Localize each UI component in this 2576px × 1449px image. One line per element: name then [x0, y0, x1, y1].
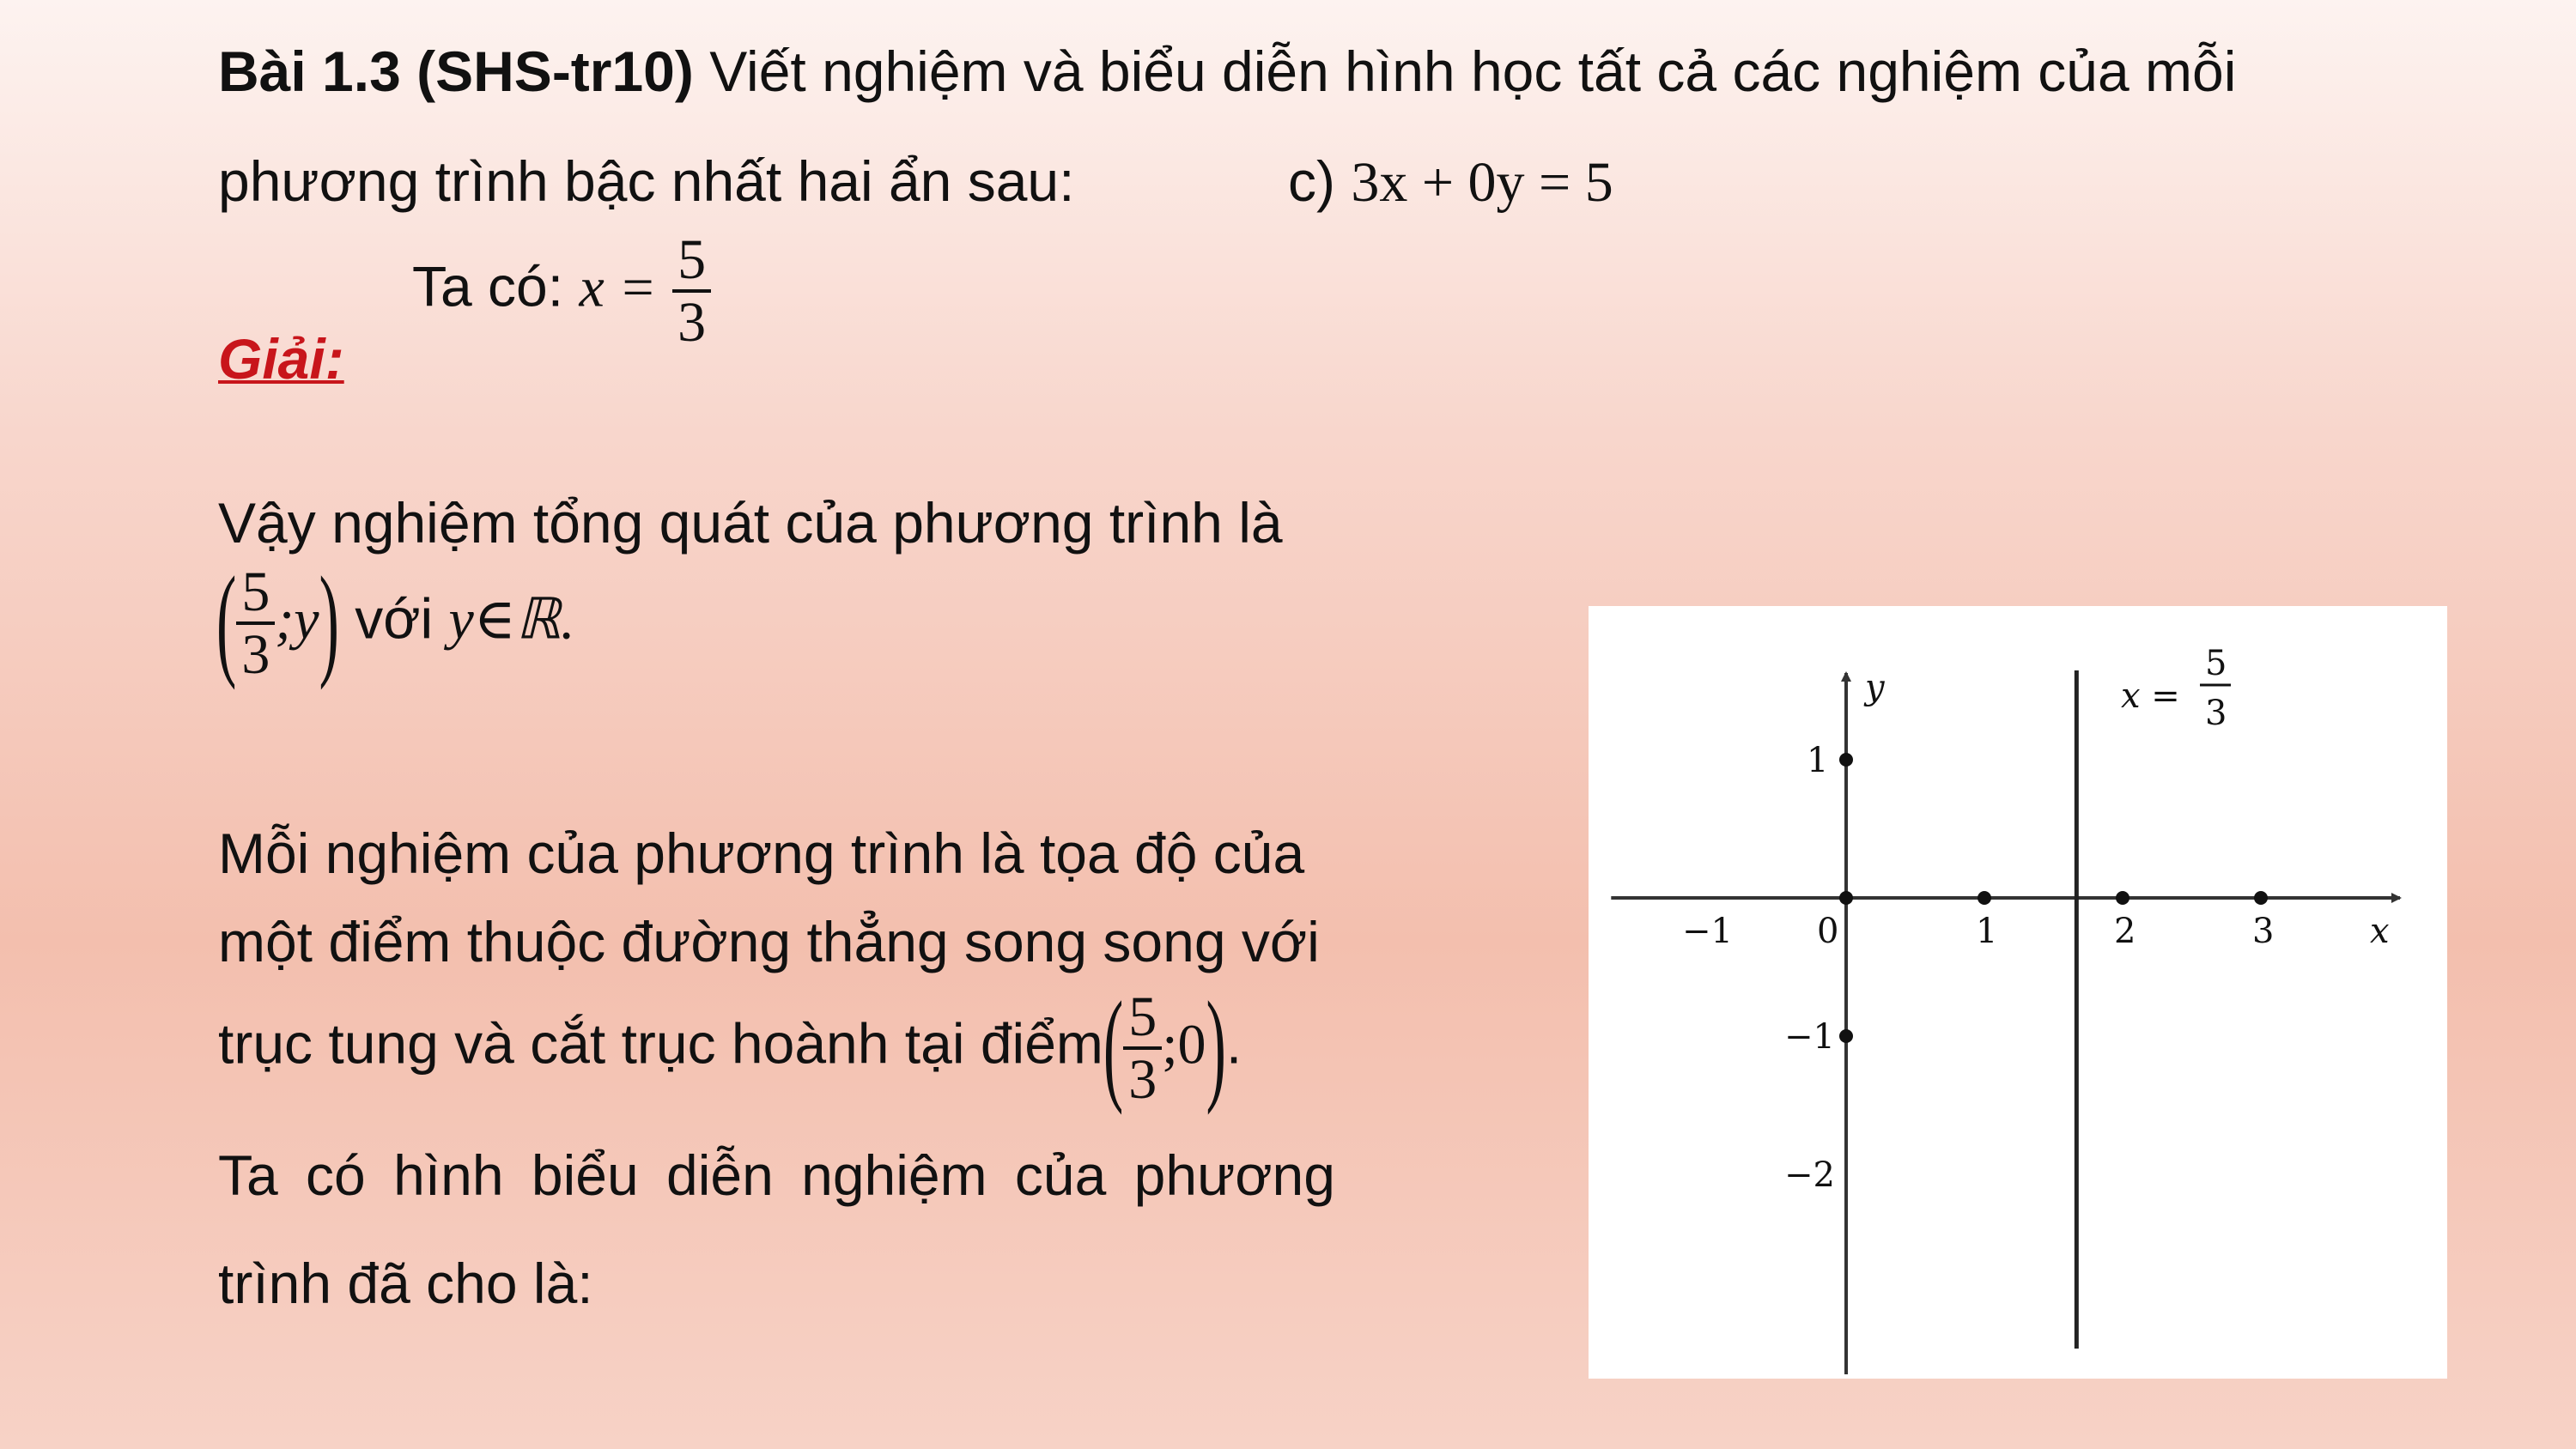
- line-label-den: 3: [2205, 694, 2227, 733]
- point-left-paren: (: [1103, 978, 1124, 1118]
- figure-intro-2: trình đã cho là:: [218, 1252, 593, 1315]
- general-denominator: 3: [241, 623, 270, 687]
- right-paren: ): [319, 553, 339, 693]
- y-axis-label: y: [1865, 668, 1885, 707]
- x-tick-label: 3: [2252, 912, 2275, 951]
- problem-line-2: [218, 148, 1074, 215]
- point-denominator: 3: [1128, 1048, 1157, 1112]
- general-domain: y∈ℝ.: [448, 588, 575, 652]
- point-marker: [1978, 891, 1991, 905]
- step1: [412, 230, 711, 353]
- general-solution: [216, 553, 575, 693]
- y-tick-label: −2: [1784, 1155, 1835, 1195]
- solution-label: Giải:: [218, 327, 344, 391]
- step1-lhs: x =: [579, 256, 657, 319]
- line-label-lhs: x =: [2121, 676, 2180, 716]
- point-rest: ;0: [1162, 1013, 1206, 1076]
- para-line-3: [218, 978, 1242, 1118]
- step1-numerator: 5: [672, 230, 711, 293]
- problem-line-1: [218, 38, 2236, 106]
- para-line-1: Mỗi nghiệm của phương trình là tọa độ của: [218, 822, 1305, 885]
- point-marker: [1839, 753, 1853, 767]
- problem-part: [1288, 148, 1613, 216]
- general-numerator: 5: [236, 562, 275, 625]
- step1-prefix: Ta có:: [412, 254, 580, 318]
- problem-heading: Bài 1.3 (SHS-tr10): [218, 39, 694, 103]
- problem-equation: 3x + 0y = 5: [1351, 151, 1613, 214]
- figure-intro-1: Ta có hình biểu diễn nghiệm của phương: [218, 1143, 1335, 1207]
- point-fraction: [1123, 987, 1162, 1110]
- step1-denominator: 3: [677, 291, 707, 355]
- point-marker: [2116, 891, 2129, 905]
- general-fraction: [236, 562, 275, 685]
- problem-statement-1: Viết nghiệm và biểu diễn hình học tất cả các nghiệm của mỗi: [693, 39, 2237, 103]
- x-tick-label: 1: [1976, 912, 1998, 951]
- x-tick-label: 2: [2114, 912, 2136, 951]
- point-numerator: 5: [1123, 987, 1162, 1050]
- general-text: Vậy nghiệm tổng quát của phương trình là: [218, 491, 1283, 555]
- origin-label: 0: [1817, 912, 1839, 951]
- point-marker: [1839, 891, 1853, 905]
- graph-panel: [1589, 606, 2447, 1379]
- para-line-3-text: trục tung và cắt trục hoành tại điểm: [218, 1011, 1103, 1076]
- y-tick-label: 1: [1807, 741, 1829, 780]
- x-tick-label: −1: [1682, 912, 1733, 951]
- part-label: c): [1288, 149, 1352, 213]
- left-paren: (: [216, 553, 237, 693]
- point-end: .: [1225, 1011, 1242, 1076]
- general-var: ;y: [275, 588, 319, 652]
- line-label-num: 5: [2205, 644, 2227, 683]
- point-right-paren: ): [1206, 978, 1226, 1118]
- solution-graph: [1589, 606, 2447, 1379]
- point-marker: [2254, 891, 2268, 905]
- point-marker: [1839, 1029, 1853, 1043]
- step1-fraction: [672, 230, 711, 353]
- x-axis-label: x: [2370, 912, 2390, 951]
- para-line-2: một điểm thuộc đường thẳng song song với: [218, 910, 1320, 973]
- general-with: với: [355, 586, 449, 651]
- y-tick-label: −1: [1784, 1017, 1835, 1057]
- problem-statement-2: phương trình bậc nhất hai ẩn sau:: [218, 149, 1075, 213]
